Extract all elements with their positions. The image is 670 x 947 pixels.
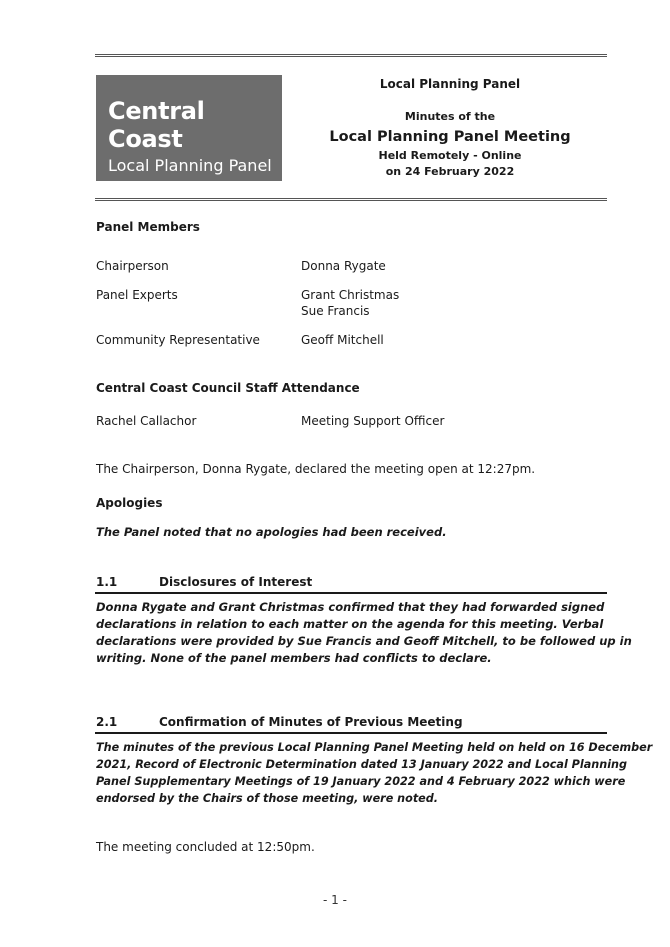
member-name: Grant Christmas bbox=[301, 288, 400, 302]
member-name: Geoff Mitchell bbox=[301, 333, 384, 347]
item-number: 1.1 bbox=[96, 575, 118, 589]
item-body-confirmation-of-minutes bbox=[96, 739, 653, 807]
top-double-rule bbox=[95, 54, 607, 57]
document-header bbox=[300, 76, 600, 180]
panel-members-heading: Panel Members bbox=[96, 220, 200, 234]
item-text-line: writing. None of the panel members had conflicts to declare. bbox=[96, 651, 492, 665]
item-body-disclosures bbox=[96, 599, 632, 667]
item-title: Disclosures of Interest bbox=[159, 575, 313, 589]
page-number: - 1 - bbox=[323, 893, 347, 907]
item-text-line: The minutes of the previous Local Planning Panel Meeting held on held on 16 December bbox=[96, 741, 653, 754]
item-text-line: Panel Supplementary Meetings of 19 January 2022 and 4 February 2022 which were bbox=[96, 775, 626, 788]
meeting-date: on 24 February 2022 bbox=[385, 165, 515, 178]
member-name: Sue Francis bbox=[301, 304, 370, 318]
apologies-text: The Panel noted that no apologies had been received. bbox=[96, 525, 447, 539]
meeting-location: Held Remotely - Online bbox=[378, 149, 522, 162]
item-heading-disclosures bbox=[95, 574, 607, 594]
logo-subtitle: Local Planning Panel bbox=[108, 156, 272, 175]
staff-role: Meeting Support Officer bbox=[301, 414, 445, 428]
role-chairperson: Chairperson bbox=[96, 259, 169, 273]
header-bottom-double-rule bbox=[95, 198, 607, 201]
staff-attendance-heading: Central Coast Council Staff Attendance bbox=[96, 381, 360, 395]
item-text-line: endorsed by the Chairs of those meeting, were noted. bbox=[96, 792, 439, 805]
item-text-line: Donna Rygate and Grant Christmas confirmed that they had forwarded signed bbox=[96, 600, 605, 614]
meeting-closing-statement: The meeting concluded at 12:50pm. bbox=[96, 840, 315, 854]
role-panel-experts: Panel Experts bbox=[96, 288, 178, 302]
logo-title: Central Coast bbox=[108, 97, 205, 153]
panel-name: Local Planning Panel bbox=[379, 77, 521, 91]
meeting-opening-statement: The Chairperson, Donna Rygate, declared the meeting open at 12:27pm. bbox=[96, 462, 536, 476]
item-title: Confirmation of Minutes of Previous Meeting bbox=[159, 715, 463, 729]
item-text-line: declarations were provided by Sue Francis and Geoff Mitchell, to be followed up in bbox=[96, 634, 632, 648]
item-text-line: 2021, Record of Electronic Determination dated 13 January 2022 and Local Planning bbox=[96, 758, 627, 771]
central-coast-logo bbox=[96, 75, 282, 181]
staff-name: Rachel Callachor bbox=[96, 414, 197, 428]
meeting-title: Local Planning Panel Meeting bbox=[329, 129, 571, 145]
item-heading-confirmation-of-minutes bbox=[95, 714, 607, 734]
item-text-line: declarations in relation to each matter on the agenda for this meeting. Verbal bbox=[96, 617, 604, 631]
member-name: Donna Rygate bbox=[301, 259, 386, 273]
role-community-representative: Community Representative bbox=[96, 333, 260, 347]
minutes-of-the: Minutes of the bbox=[404, 110, 496, 123]
item-number: 2.1 bbox=[96, 715, 118, 729]
apologies-heading: Apologies bbox=[96, 496, 163, 510]
